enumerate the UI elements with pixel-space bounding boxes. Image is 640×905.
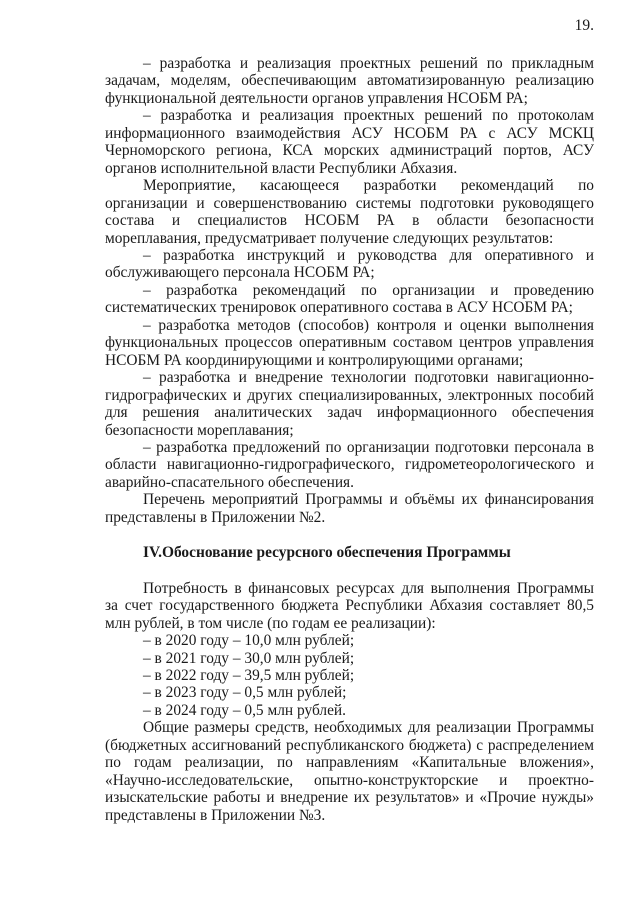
section-heading: IV.Обоснование ресурсного обеспечения Программы: [143, 544, 511, 562]
funding-by-year-list: [105, 632, 594, 719]
document-body: [105, 55, 594, 824]
result-item: – разработка инструкций и руководства для оперативного и обслуживающего персонала НСОБМ РА;: [105, 246, 594, 282]
result-item: – разработка и внедрение технологии подготовки навигационно-гидрографических и других специализированных, электронных пособий для решения аналитических задач информационного обеспечения безопасности мореплавания;: [105, 369, 594, 439]
bullet-item: – разработка и реализация проектных решений по протоколам информационного взаимодействия АСУ НСОБМ РА с АСУ МСКЦ Черноморского региона, КСА морских администраций портов, АСУ органов исполнительной власти Республики Абхазия.: [105, 107, 594, 177]
funding-year-item: – в 2024 году – 0,5 млн рублей.: [143, 701, 347, 719]
paragraph-closing: Перечень мероприятий Программы и объёмы их финансирования представлены в Приложении №2.: [105, 491, 594, 526]
result-item: – разработка методов (способов) контроля и оценки выполнения функциональных процессов оперативным составом центров управления НСОБМ РА координирующими и контролирующими органами;: [105, 316, 594, 369]
funding-year-item: – в 2023 году – 0,5 млн рублей;: [143, 684, 347, 702]
bullet-item: – разработка и реализация проектных решений по прикладным задачам, моделям, обеспечивающим автоматизированную реализацию функциональной деятельности органов управления НСОБМ РА;: [105, 55, 594, 107]
result-item: – разработка предложений по организации подготовки персонала в области навигационно-гидрографического, гидрометеорологического и аварийно-спасательного обеспечения.: [105, 438, 594, 491]
funding-year-item: – в 2020 году – 10,0 млн рублей;: [143, 632, 355, 650]
paragraph-closing: Общие размеры средств, необходимых для реализации Программы (бюджетных ассигнований республиканского бюджета) с распределением по годам реализации, по направлениям «Капитальные вложения», «Научно-исследовательские, опытно-конструкторские и проектно-изыскательские работы и внедрение их результатов» и «Прочие нужды» представлены в Приложении №3.: [105, 719, 594, 824]
page-number: 19.: [574, 17, 594, 34]
result-item: – разработка рекомендаций по организации и проведению систематических тренировок оперативного состава в АСУ НСОБМ РА;: [105, 281, 594, 317]
funding-year-item: – в 2021 году – 30,0 млн рублей;: [143, 649, 355, 667]
funding-year-item: – в 2022 году – 39,5 млн рублей;: [143, 666, 355, 684]
funding-intro: Потребность в финансовых ресурсах для выполнения Программы за счет государственного бюджета Республики Абхазия составляет 80,5 млн рублей, в том числе (по годам ее реализации):: [105, 579, 594, 632]
paragraph-intro: Мероприятие, касающееся разработки рекомендаций по организации и совершенствованию системы подготовки руководящего состава и специалистов НСОБМ РА в области безопасности мореплавания, предусматривает получение следующих результатов:: [105, 177, 594, 247]
